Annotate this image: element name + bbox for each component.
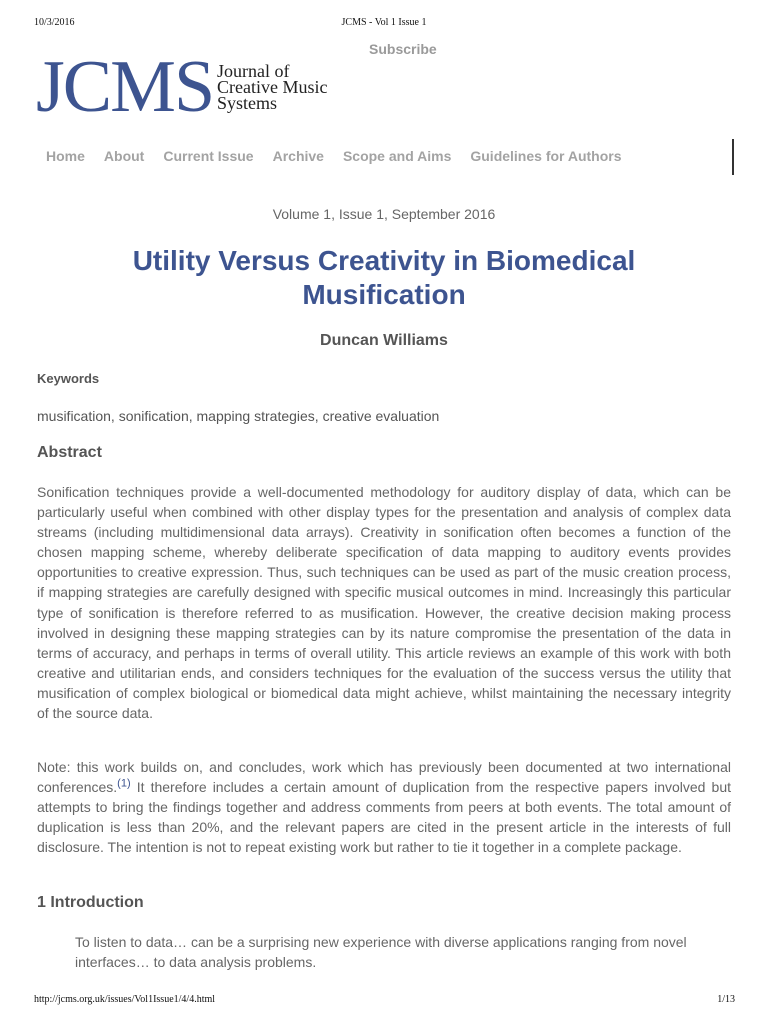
nav-scope-and-aims[interactable]: Scope and Aims bbox=[342, 148, 452, 164]
print-page-title: JCMS - Vol 1 Issue 1 bbox=[341, 17, 427, 28]
article-title: Utility Versus Creativity in Biomedical Musification bbox=[132, 245, 636, 310]
reference-link[interactable]: (1) bbox=[117, 777, 131, 790]
nav-home[interactable]: Home bbox=[46, 148, 85, 164]
abstract-heading: Abstract bbox=[37, 444, 102, 461]
nav-archive[interactable]: Archive bbox=[272, 148, 324, 164]
print-url: http://jcms.org.uk/issues/Vol1Issue1/4/4.html bbox=[34, 994, 216, 1005]
article-author: Duncan Williams bbox=[320, 332, 448, 349]
main-nav bbox=[46, 147, 641, 167]
logo-line: Journal of bbox=[217, 61, 290, 81]
note-text: Note: this work builds on, and concludes, work which has previously been documented at two international conferences. bbox=[37, 759, 731, 796]
subscribe-link[interactable]: Subscribe bbox=[369, 41, 437, 57]
print-header bbox=[0, 17, 768, 31]
introduction-quote: To listen to data… can be a surprising new experience with diverse applications ranging from novel interfaces… to data analysis problems. bbox=[75, 934, 687, 970]
nav-about[interactable]: About bbox=[103, 148, 145, 164]
print-footer bbox=[0, 994, 768, 1008]
logo-line: Creative Music bbox=[217, 77, 328, 97]
note-text-continued: It therefore includes a certain amount of duplication from the respective papers involved but attempts to bring the findings together and address comments from peers at both events. The total amount of duplication is less than 20%, and the relevant papers are cited in the present article in the interests of full disclosure. The intention is not to repeat existing work but rather to tie it together in a complete package. bbox=[37, 779, 731, 856]
note-paragraph bbox=[37, 757, 731, 857]
introduction-heading: 1 Introduction bbox=[37, 894, 144, 911]
nav-guidelines-for-authors[interactable]: Guidelines for Authors bbox=[470, 148, 622, 164]
logo-mark: JCMS bbox=[36, 46, 214, 128]
nav-current-issue[interactable]: Current Issue bbox=[163, 148, 254, 164]
keywords-text: musification, sonification, mapping strategies, creative evaluation bbox=[37, 408, 440, 424]
logo-journal-name bbox=[217, 63, 357, 111]
keywords-heading: Keywords bbox=[37, 371, 100, 386]
abstract-paragraph: Sonification techniques provide a well-documented methodology for auditory display of data, which can be particularly useful when combined with other display types for the presentation and analysis of complex data streams (including multidimensional data arrays). Creativity in sonification often becomes a function of the chosen mapping scheme, whereby deliberate specification of data mapping to auditory events provides opportunities to creative expression. Thus, such techniques can be used as part of the music creation process, if mapping strategies are carefully designed with specific musical outcomes in mind. Increasingly this particular type of sonification is therefore referred to as musification. However, the creative decision making process involved in designing these mapping strategies can by its nature compromise the presentation of the data in terms of accuracy, and perhaps in terms of overall utility. This article reviews an example of this work with both creative and utilitarian ends, and considers techniques for the evaluation of the success versus the utility that musification of complex biological or biomedical data might achieve, whilst maintaining the necessary integrity of the source data. bbox=[37, 484, 731, 722]
nav-divider bbox=[732, 139, 734, 175]
print-date: 10/3/2016 bbox=[34, 17, 75, 28]
print-page-number: 1/13 bbox=[717, 994, 735, 1005]
logo-line: Systems bbox=[217, 93, 278, 113]
issue-info: Volume 1, Issue 1, September 2016 bbox=[272, 206, 496, 222]
